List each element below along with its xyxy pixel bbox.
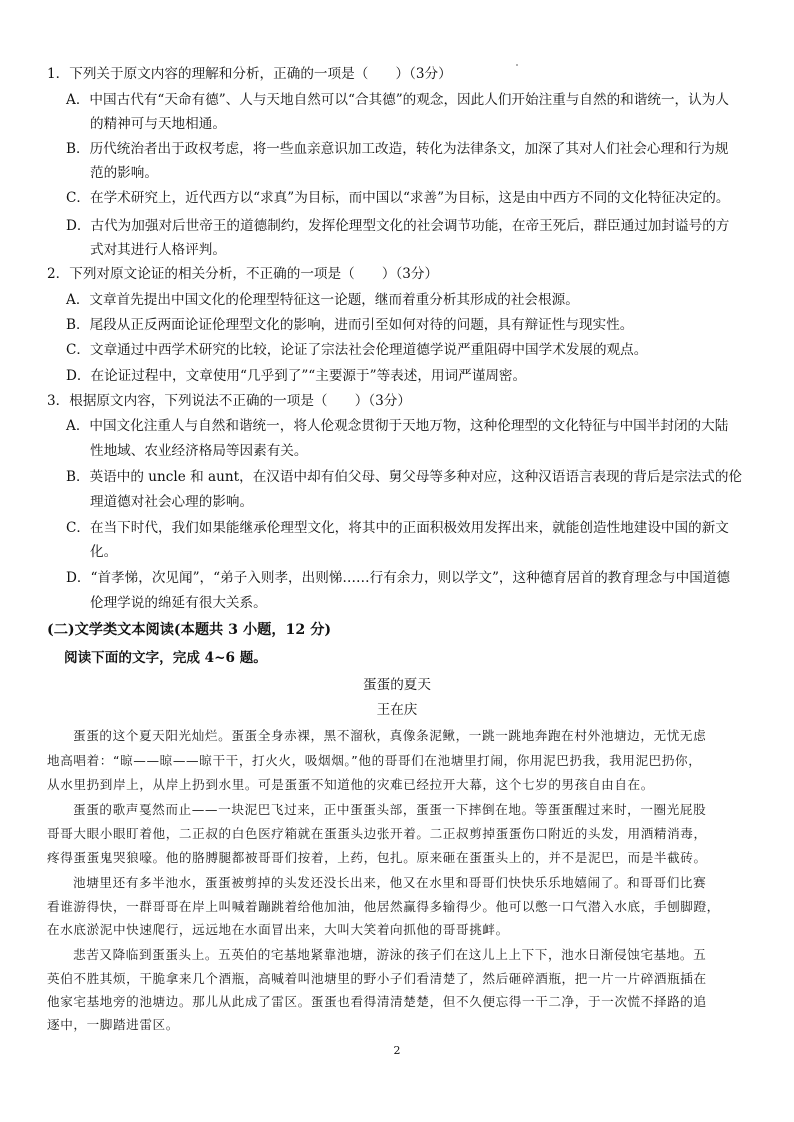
question-1-option-a-cont: 的精神可与天地相通。 <box>90 116 226 132</box>
question-3-stem: 3．根据原文内容，下列说法不正确的一项是（ ）（3分） <box>47 393 411 409</box>
question-3-option-a: A．中国文化注重人与自然和谐统一，将人伦观念贯彻于天地万物，这种伦理型的文化特征与中国半封闭的大陆 <box>66 418 729 434</box>
question-2-option-d: D．在论证过程中，文章使用“几乎到了”“主要源于”等表述，用词严谨周密。 <box>66 368 527 384</box>
question-3-option-c-cont: 化。 <box>90 544 118 560</box>
question-1-option-b: B．历代统治者出于政权考虑，将一些血亲意识加工改造，转化为法律条文，加深了其对人们社会心理和行为规 <box>66 141 729 157</box>
question-1-stem: 1．下列关于原文内容的理解和分析，正确的一项是（ ）（3分） <box>47 66 452 82</box>
section-instruction: 阅读下面的文字，完成 4~6 题。 <box>64 650 267 666</box>
story-paragraph-1-line-3: 从水里扔到岸上，从岸上扔到水里。可是蛋蛋不知道他的灾难已经拉开大幕，这个七岁的男孩自由自在。 <box>47 777 654 792</box>
story-paragraph-2-line-1: 蛋蛋的歌声戛然而止——一块泥巴飞过来，正中蛋蛋头部，蛋蛋一下摔倒在地。等蛋蛋醒过来时，一圈光屁股 <box>73 802 707 817</box>
story-paragraph-4-line-3: 他家宅基地旁的池塘边。那儿从此成了雷区。蛋蛋也看得清清楚楚，但不久便忘得一干二净，于一次慌不择路的追 <box>47 994 707 1009</box>
story-paragraph-1-line-2: 地高唱着：“晾——晾——晾干干，打火火，吸烟烟。”他的哥哥们在池塘里打闹，你用泥巴扔我，我用泥巴扔你， <box>47 753 702 768</box>
question-1-option-d: D．古代为加强对后世帝王的道德制约，发挥伦理型文化的社会调节功能，在帝王死后，群臣通过加封谥号的方 <box>66 218 730 234</box>
story-paragraph-1-line-1: 蛋蛋的这个夏天阳光灿烂。蛋蛋全身赤裸，黑不溜秋，真像条泥鳅，一跳一跳地奔跑在村外池塘边，无忧无虑 <box>73 728 707 743</box>
story-author: 王在庆 <box>376 702 418 718</box>
question-2-option-a: A．文章首先提出中国文化的伦理型特征这一论题，继而着重分析其形成的社会根源。 <box>66 292 579 308</box>
question-3-option-b-cont: 理道德对社会心理的影响。 <box>90 494 254 510</box>
page-number: 2 <box>393 1044 401 1057</box>
story-paragraph-2-line-2: 哥哥大眼小眼盯着他，二正叔的白色医疗箱就在蛋蛋头边张开着。二正叔剪掉蛋蛋伤口附近的头发，用酒精消毒， <box>47 826 707 841</box>
question-3-option-d-cont: 伦理学说的绵延有很大关系。 <box>90 595 267 611</box>
story-paragraph-4-line-2: 英伯不胜其烦，干脆拿来几个酒瓶，高喊着叫池塘里的野小子们看清楚了，然后砸碎酒瓶，把一片一片碎酒瓶插在 <box>47 971 707 986</box>
question-3-option-b: B．英语中的 uncle 和 aunt，在汉语中却有伯父母、舅父母等多种对应，这种汉语语言表现的背后是宗法式的伦 <box>66 469 743 485</box>
question-3-option-a-cont: 性地域、农业经济格局等因素有关。 <box>90 443 308 459</box>
section-title: (二)文学类文本阅读(本题共 3 小题，12 分) <box>47 622 332 638</box>
question-2-stem: 2．下列对原文论证的相关分析，不正确的一项是（ ）（3分） <box>47 266 439 282</box>
question-1-option-c: C．在学术研究上，近代西方以“求真”为目标，而中国以“求善”为目标，这是由中西方不同的文化特征决定的。 <box>66 190 730 206</box>
scan-speck <box>516 64 518 66</box>
question-1-option-b-cont: 范的影响。 <box>90 165 158 181</box>
story-paragraph-3-line-3: 在水底淤泥中快速爬行，远远地在水面冒出来，大叫大笑着向抓他的哥哥挑衅。 <box>47 922 509 937</box>
question-1-option-a: A．中国古代有“天命有德”、人与天地自然可以“合其德”的观念，因此人们开始注重与自然的和谐统一，认为人 <box>66 92 729 108</box>
story-title: 蛋蛋的夏天 <box>363 677 431 693</box>
question-2-option-b: B．尾段从正反两面论证伦理型文化的影响，进而引至如何对待的问题，具有辩证性与现实性。 <box>66 317 634 333</box>
question-2-option-c: C．文章通过中西学术研究的比较，论证了宗法社会伦理道德学说严重阻碍中国学术发展的观点。 <box>66 342 648 358</box>
story-paragraph-4-line-4: 逐中，一脚踏进雷区。 <box>47 1017 179 1032</box>
story-paragraph-2-line-3: 疼得蛋蛋鬼哭狼嚎。他的胳膊腿都被哥哥们按着，上药，包扎。原来砸在蛋蛋头上的，并不是泥巴，而是半截砖。 <box>47 850 707 865</box>
story-paragraph-3-line-1: 池塘里还有多半池水，蛋蛋被剪掉的头发还没长出来，他又在水里和哥哥们快快乐乐地嬉闹了。和哥哥们比赛 <box>73 875 707 890</box>
question-3-option-c: C．在当下时代，我们如果能继承伦理型文化，将其中的正面积极效用发挥出来，就能创造性地建设中国的新文 <box>66 520 729 536</box>
question-3-option-d: D．“首孝悌，次见闻”，“弟子入则孝，出则悌……行有余力，则以学文”，这种德育居首的教育理念与中国道德 <box>66 570 731 586</box>
story-paragraph-4-line-1: 悲苦又降临到蛋蛋头上。五英伯的宅基地紧靠池塘，游泳的孩子们在这儿上上下下，池水日渐侵蚀宅基地。五 <box>73 947 707 962</box>
story-paragraph-3-line-2: 看谁游得快，一群哥哥在岸上叫喊着蹦跳着给他加油，他居然赢得多输得少。他可以憋一口气潜入水底，手刨脚蹬， <box>47 899 720 914</box>
question-1-option-d-cont: 式对其进行人格评判。 <box>90 242 226 258</box>
